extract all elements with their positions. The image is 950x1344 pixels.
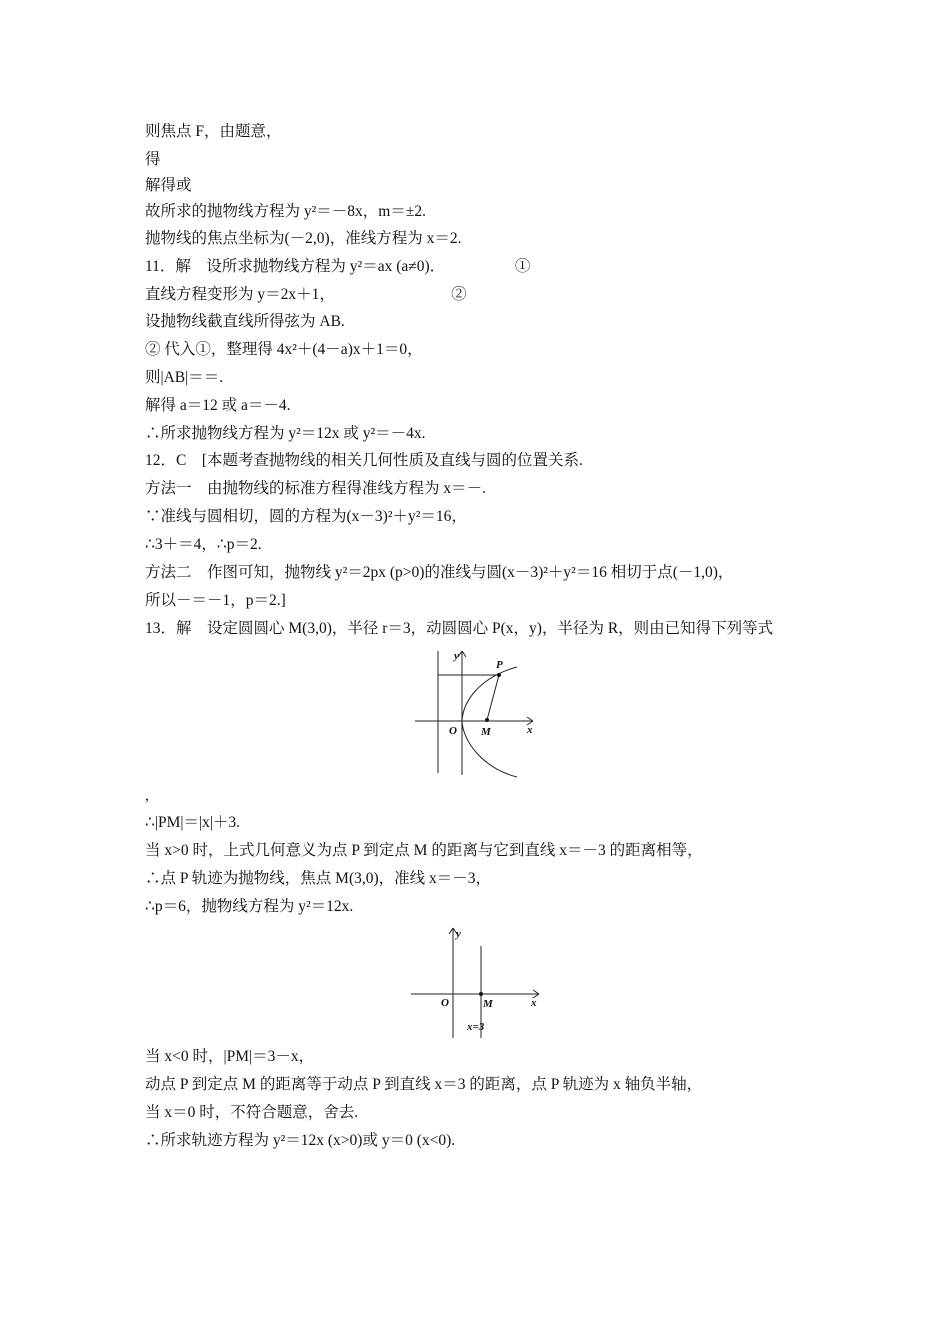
text-line-13: 12．C [本题考查抛物线的相关几何性质及直线与圆的位置关系. bbox=[145, 452, 583, 469]
fig2-y-label: y bbox=[456, 928, 461, 940]
fig2-m-label: M bbox=[483, 998, 493, 1010]
text-line-17: 方法二 作图可知，抛物线 y²＝2px (p>0)的准线与圆(x－3)²＋y²＝16 相切于点(－1,0)， bbox=[145, 564, 734, 581]
ray-figure bbox=[405, 922, 545, 1042]
text-line-24: ∴p＝6，抛物线方程为 y²＝12x. bbox=[145, 898, 354, 915]
text-line-6: 11．解 设所求抛物线方程为 y²＝ax (a≠0)． ① bbox=[145, 258, 531, 275]
fig1-p-label: P bbox=[496, 659, 503, 671]
fig2-origin-label: O bbox=[441, 997, 449, 1009]
text-line-23: ∴点 P 轨迹为抛物线，焦点 M(3,0)，准线 x＝－3， bbox=[145, 870, 492, 887]
fig2-x-label: x bbox=[531, 997, 537, 1009]
text-line-11: 解得 a＝12 或 a＝－4. bbox=[145, 397, 291, 414]
text-line-12: ∴所求抛物线方程为 y²＝12x 或 y²＝－4x. bbox=[145, 425, 426, 442]
text-line-7: 直线方程变形为 y＝2x＋1， ② bbox=[145, 286, 467, 303]
fig1-x-label: x bbox=[527, 724, 533, 736]
text-line-2: 得 bbox=[145, 151, 161, 168]
text-line-28: ∴所求轨迹方程为 y²＝12x (x>0)或 y＝0 (x<0). bbox=[145, 1132, 456, 1149]
text-line-14: 方法一 由抛物线的标准方程得准线方程为 x＝－. bbox=[145, 480, 487, 497]
fig2-line-label: x=3 bbox=[467, 1021, 485, 1033]
fig1-m-label: M bbox=[481, 726, 491, 738]
text-line-1: 则焦点 F，由题意， bbox=[145, 123, 282, 140]
text-line-27: 当 x＝0 时，不符合题意，舍去. bbox=[145, 1104, 359, 1121]
parabola-figure bbox=[405, 645, 545, 780]
fig1-origin-label: O bbox=[449, 725, 457, 737]
text-line-10: 则|AB|＝＝. bbox=[145, 369, 224, 386]
text-line-15: ∵准线与圆相切，圆的方程为(x－3)²＋y²＝16， bbox=[145, 508, 467, 525]
text-line-8: 设抛物线截直线所得弦为 AB. bbox=[145, 313, 345, 330]
text-line-20: , bbox=[145, 787, 149, 804]
text-line-22: 当 x>0 时，上式几何意义为点 P 到定点 M 的距离与它到直线 x＝－3 的距离相等， bbox=[145, 842, 703, 859]
fig1-y-label: y bbox=[454, 650, 459, 662]
text-line-26: 动点 P 到定点 M 的距离等于动点 P 到直线 x＝3 的距离，点 P 轨迹为 x 轴负半轴， bbox=[145, 1076, 703, 1093]
text-line-5: 抛物线的焦点坐标为(－2,0)，准线方程为 x＝2. bbox=[145, 230, 462, 247]
text-line-4: 故所求的抛物线方程为 y²＝－8x，m＝±2. bbox=[145, 203, 426, 220]
text-line-3: 解得或 bbox=[145, 177, 192, 194]
text-line-16: ∴3＋＝4，∴p＝2. bbox=[145, 536, 262, 553]
text-line-25: 当 x<0 时，|PM|＝3－x， bbox=[145, 1048, 315, 1065]
text-line-21: ∴|PM|＝|x|＋3. bbox=[145, 814, 241, 831]
text-line-19: 13．解 设定圆圆心 M(3,0)，半径 r＝3，动圆圆心 P(x，y)，半径为 R，则由已知得下列等式 bbox=[145, 620, 774, 637]
text-line-9: ② 代入①，整理得 4x²＋(4－a)x＋1＝0， bbox=[145, 341, 423, 358]
text-line-18: 所以－＝－1，p＝2.] bbox=[145, 592, 286, 609]
